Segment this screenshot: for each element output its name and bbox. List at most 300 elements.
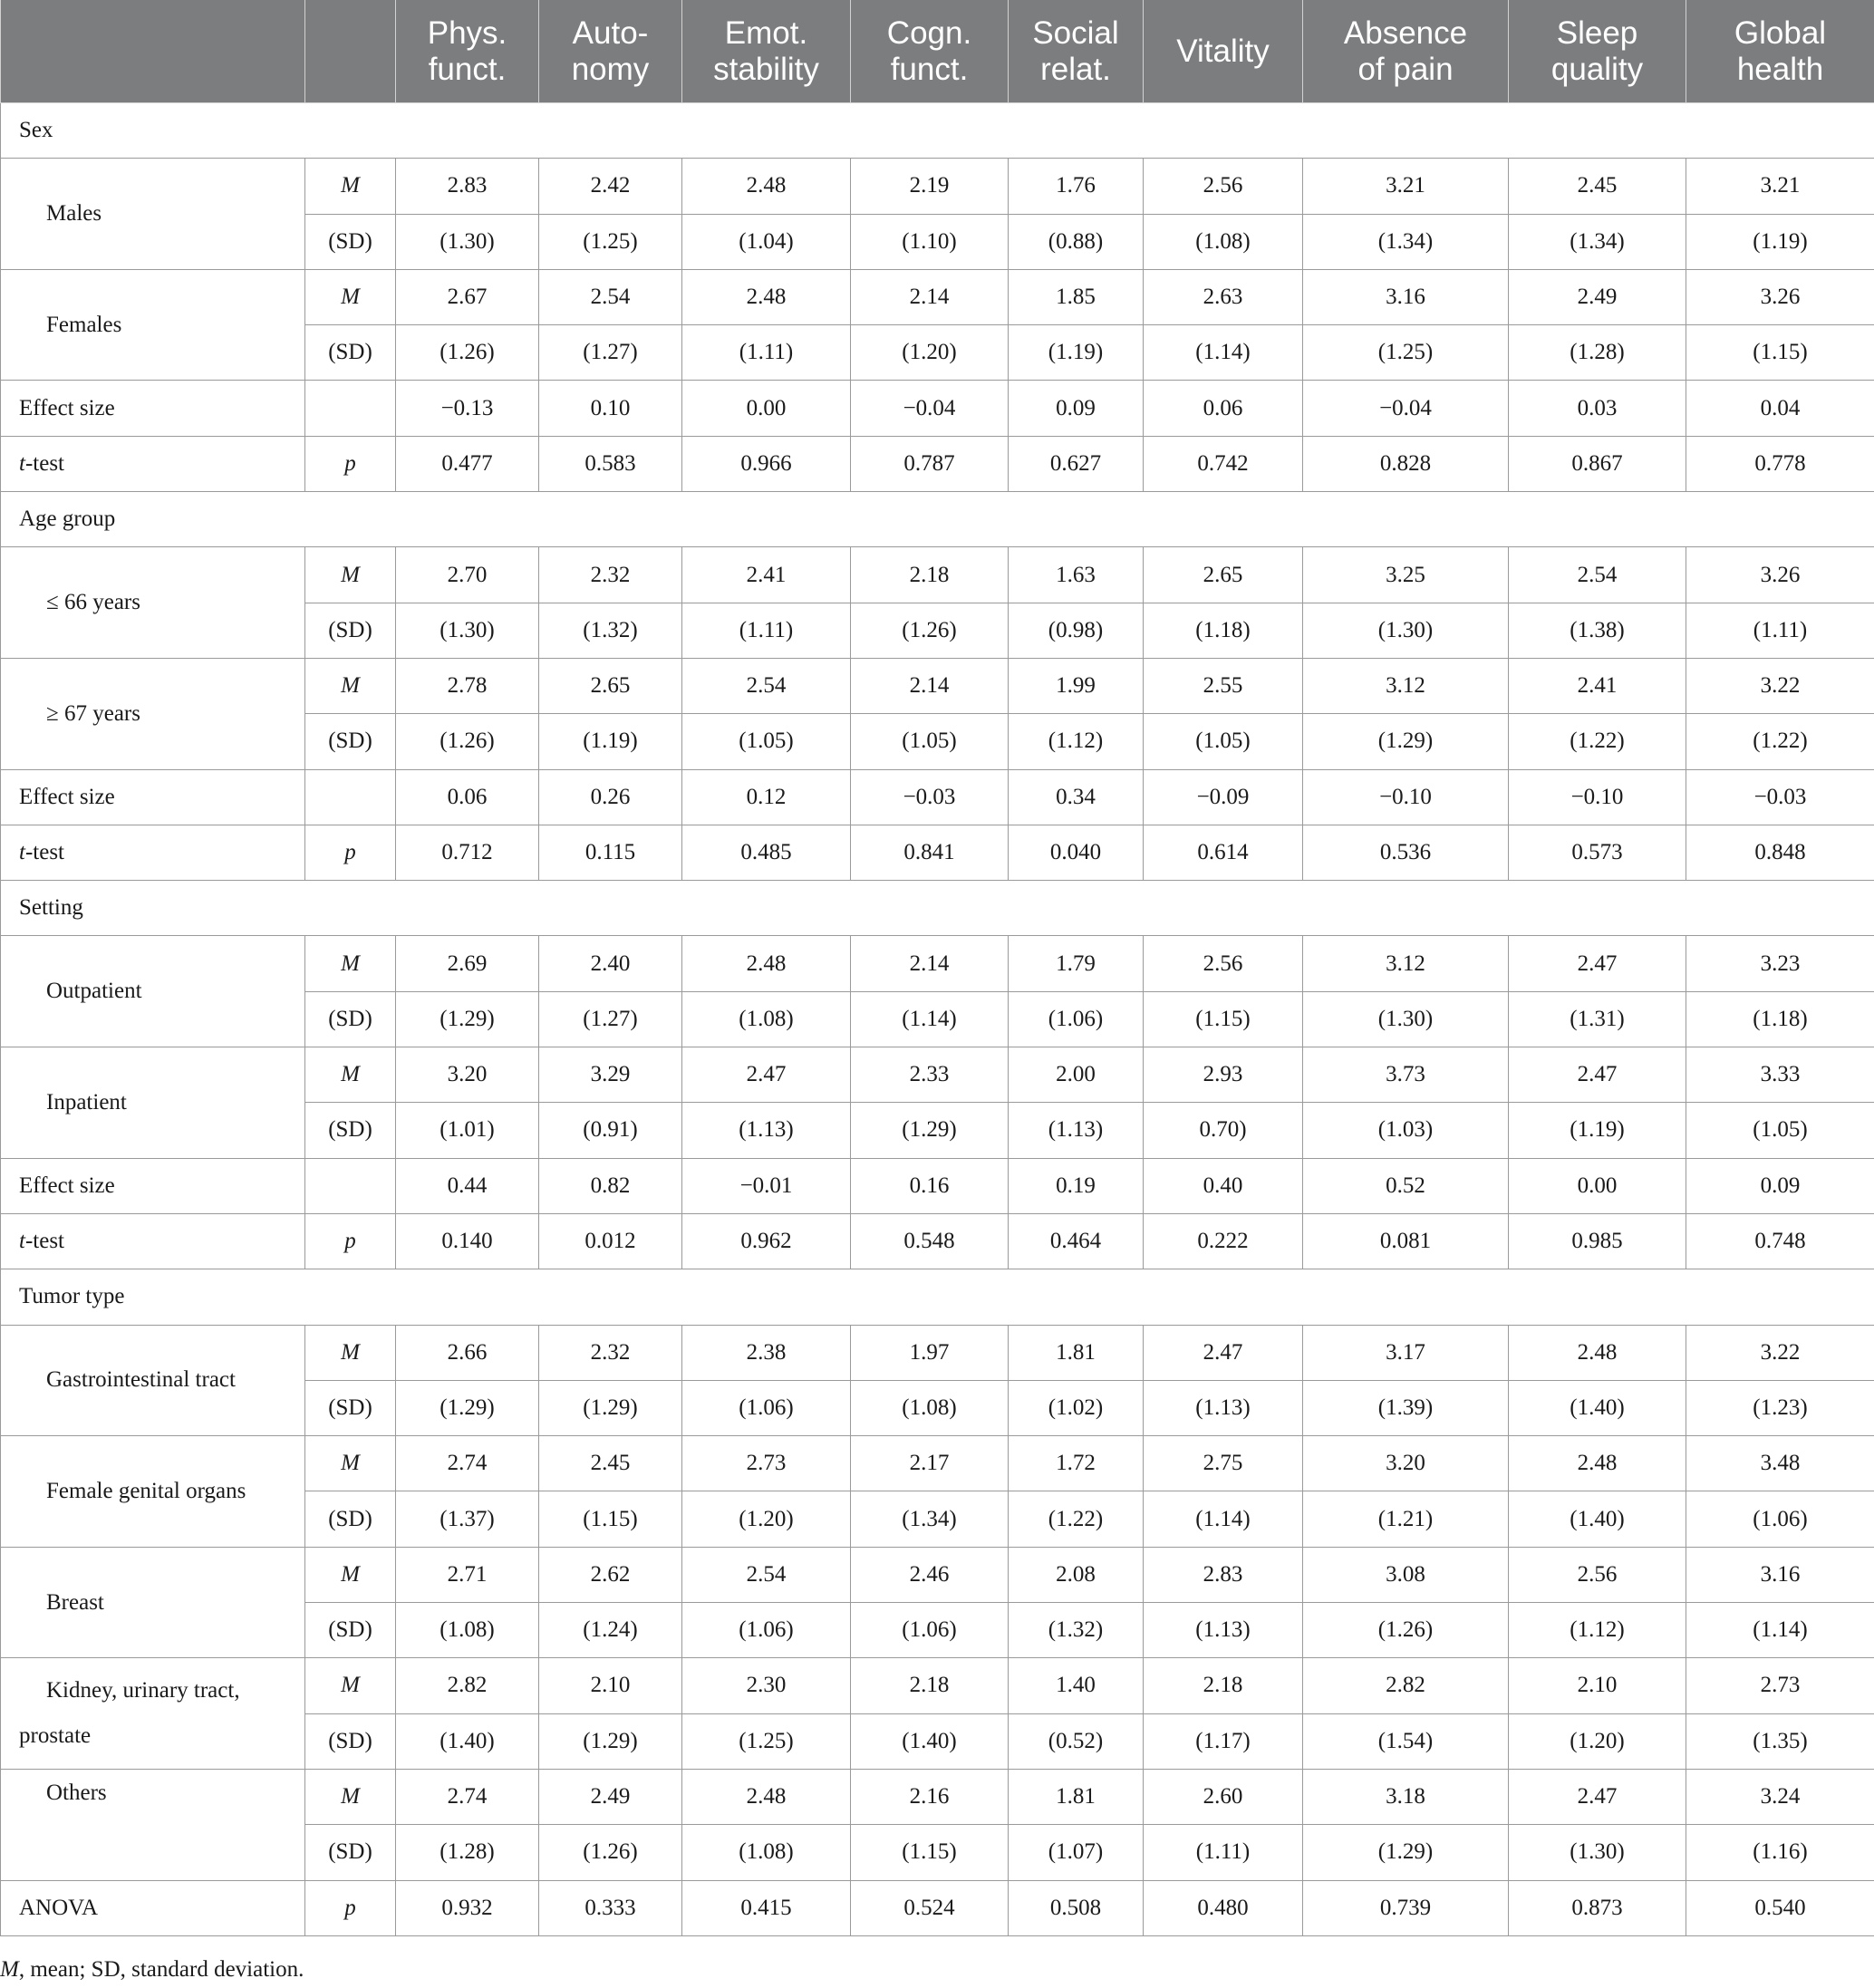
value-cell: (1.29) xyxy=(396,991,539,1047)
footnote-m: M xyxy=(0,1957,19,1982)
stat-label-m: M xyxy=(305,1436,396,1491)
value-cell: (1.05) xyxy=(682,714,851,769)
table-row xyxy=(1,658,1874,713)
value-cell: 2.48 xyxy=(1509,1325,1686,1380)
value-cell: 0.06 xyxy=(1144,381,1303,436)
value-cell: 0.524 xyxy=(851,1880,1009,1935)
group-label: Breast xyxy=(1,1547,305,1658)
value-cell: 2.70 xyxy=(396,547,539,603)
value-cell: 2.55 xyxy=(1144,658,1303,713)
value-cell: (1.15) xyxy=(539,1491,682,1547)
value-cell: 2.49 xyxy=(539,1769,682,1824)
value-cell: 2.54 xyxy=(539,269,682,324)
value-cell: (1.06) xyxy=(1009,991,1144,1047)
test-label xyxy=(1,436,305,491)
value-cell: 2.41 xyxy=(682,547,851,603)
value-cell: 0.333 xyxy=(539,1880,682,1935)
column-header-line: funct. xyxy=(890,51,969,87)
group-label: Inpatient xyxy=(1,1047,305,1159)
value-cell: (1.15) xyxy=(851,1825,1009,1880)
value-cell: 2.83 xyxy=(396,159,539,214)
value-cell: (1.05) xyxy=(1144,714,1303,769)
value-cell: 3.16 xyxy=(1686,1547,1874,1602)
value-cell: (1.22) xyxy=(1686,714,1874,769)
value-cell: 2.47 xyxy=(1144,1325,1303,1380)
value-cell: 0.06 xyxy=(396,769,539,825)
value-cell: (1.04) xyxy=(682,214,851,269)
effect-size-label: Effect size xyxy=(1,1158,305,1213)
value-cell: 2.18 xyxy=(851,547,1009,603)
table-row xyxy=(1,547,1874,603)
value-cell: −0.10 xyxy=(1303,769,1509,825)
value-cell: (1.08) xyxy=(1144,214,1303,269)
effect-size-row xyxy=(1,1158,1874,1213)
value-cell: (1.13) xyxy=(1144,1380,1303,1435)
value-cell: 0.415 xyxy=(682,1880,851,1935)
value-cell: 1.81 xyxy=(1009,1769,1144,1824)
value-cell: 0.867 xyxy=(1509,436,1686,491)
value-cell: 3.26 xyxy=(1686,269,1874,324)
value-cell: 2.19 xyxy=(851,159,1009,214)
column-header xyxy=(1686,0,1874,103)
value-cell: 2.30 xyxy=(682,1658,851,1713)
value-cell: 0.573 xyxy=(1509,825,1686,880)
value-cell: 2.56 xyxy=(1509,1547,1686,1602)
value-cell: 2.73 xyxy=(682,1436,851,1491)
stat-label-p: p xyxy=(305,436,396,491)
value-cell: 0.848 xyxy=(1686,825,1874,880)
column-header-line: Social xyxy=(1032,14,1119,51)
value-cell: (1.27) xyxy=(539,325,682,381)
group-label: Female genital organs xyxy=(1,1436,305,1548)
group-label: Outpatient xyxy=(1,936,305,1047)
value-cell: 2.54 xyxy=(682,658,851,713)
value-cell: 0.09 xyxy=(1686,1158,1874,1213)
value-cell: (1.38) xyxy=(1509,603,1686,658)
test-label-italic: t xyxy=(19,450,25,476)
value-cell: (1.34) xyxy=(1303,214,1509,269)
value-cell: (1.05) xyxy=(1686,1103,1874,1158)
value-cell: 2.42 xyxy=(539,159,682,214)
value-cell: 0.962 xyxy=(682,1213,851,1269)
value-cell: 2.47 xyxy=(1509,1047,1686,1103)
column-header xyxy=(1009,0,1144,103)
stat-label-sd: (SD) xyxy=(305,325,396,381)
test-row xyxy=(1,1880,1874,1935)
column-header xyxy=(1144,0,1303,103)
value-cell: 0.932 xyxy=(396,1880,539,1935)
value-cell: 1.99 xyxy=(1009,658,1144,713)
value-cell: (1.08) xyxy=(682,991,851,1047)
value-cell: (1.40) xyxy=(396,1713,539,1769)
value-cell: 3.26 xyxy=(1686,547,1874,603)
value-cell: 2.10 xyxy=(539,1658,682,1713)
value-cell: (1.06) xyxy=(682,1380,851,1435)
value-cell: 2.14 xyxy=(851,658,1009,713)
value-cell: (1.02) xyxy=(1009,1380,1144,1435)
value-cell: 1.79 xyxy=(1009,936,1144,991)
column-header-line: Vitality xyxy=(1176,33,1270,69)
value-cell: 2.93 xyxy=(1144,1047,1303,1103)
value-cell: 0.70) xyxy=(1144,1103,1303,1158)
value-cell: 3.12 xyxy=(1303,658,1509,713)
stat-label-p: p xyxy=(305,1880,396,1935)
value-cell: (1.19) xyxy=(1009,325,1144,381)
value-cell: (1.34) xyxy=(851,1491,1009,1547)
value-cell: 3.24 xyxy=(1686,1769,1874,1824)
value-cell: 2.82 xyxy=(1303,1658,1509,1713)
value-cell: 2.14 xyxy=(851,936,1009,991)
value-cell: 0.583 xyxy=(539,436,682,491)
column-header xyxy=(851,0,1009,103)
section-title: Sex xyxy=(1,103,1874,159)
column-header-line: Auto- xyxy=(572,14,649,51)
test-label-rest: -test xyxy=(24,450,64,476)
effect-size-stat xyxy=(305,381,396,436)
value-cell: 2.48 xyxy=(682,159,851,214)
value-cell: 2.47 xyxy=(682,1047,851,1103)
stat-label-m: M xyxy=(305,159,396,214)
column-header-line: Sleep xyxy=(1556,14,1638,51)
value-cell: 2.56 xyxy=(1144,936,1303,991)
test-label-italic: t xyxy=(19,840,25,864)
stat-label-m: M xyxy=(305,1769,396,1824)
value-cell: 0.00 xyxy=(1509,1158,1686,1213)
test-label-italic: t xyxy=(19,1229,25,1254)
value-cell: 3.22 xyxy=(1686,658,1874,713)
value-cell: (1.29) xyxy=(539,1713,682,1769)
value-cell: (1.28) xyxy=(396,1825,539,1880)
value-cell: 0.627 xyxy=(1009,436,1144,491)
value-cell: (1.06) xyxy=(851,1603,1009,1658)
value-cell: 0.873 xyxy=(1509,1880,1686,1935)
stat-label-m: M xyxy=(305,1047,396,1103)
stat-label-sd: (SD) xyxy=(305,1491,396,1547)
group-label: Gastrointestinal tract xyxy=(1,1325,305,1436)
value-cell: (1.40) xyxy=(1509,1491,1686,1547)
value-cell: (1.28) xyxy=(1509,325,1686,381)
value-cell: 1.85 xyxy=(1009,269,1144,324)
value-cell: 2.38 xyxy=(682,1325,851,1380)
value-cell: (1.18) xyxy=(1686,991,1874,1047)
value-cell: 2.67 xyxy=(396,269,539,324)
stat-label-sd: (SD) xyxy=(305,1603,396,1658)
table-row xyxy=(1,1658,1874,1713)
value-cell: (1.14) xyxy=(1144,325,1303,381)
value-cell: 2.69 xyxy=(396,936,539,991)
value-cell: 0.09 xyxy=(1009,381,1144,436)
value-cell: (0.52) xyxy=(1009,1713,1144,1769)
value-cell: 0.712 xyxy=(396,825,539,880)
value-cell: (1.26) xyxy=(396,714,539,769)
value-cell: 2.48 xyxy=(1509,1436,1686,1491)
value-cell: (1.18) xyxy=(1144,603,1303,658)
header-blank-cell xyxy=(305,0,396,103)
stat-label-m: M xyxy=(305,1325,396,1380)
header-blank-cell xyxy=(1,0,305,103)
stat-label-m: M xyxy=(305,269,396,324)
column-header-line: of pain xyxy=(1357,51,1454,87)
test-row xyxy=(1,825,1874,880)
value-cell: 2.65 xyxy=(1144,547,1303,603)
value-cell: 0.477 xyxy=(396,436,539,491)
value-cell: (1.07) xyxy=(1009,1825,1144,1880)
column-header-line: relat. xyxy=(1040,51,1111,87)
value-cell: (1.13) xyxy=(682,1103,851,1158)
value-cell: 0.00 xyxy=(682,381,851,436)
value-cell: 2.45 xyxy=(1509,159,1686,214)
value-cell: (1.25) xyxy=(682,1713,851,1769)
value-cell: 3.16 xyxy=(1303,269,1509,324)
value-cell: (1.29) xyxy=(396,1380,539,1435)
value-cell: 0.10 xyxy=(539,381,682,436)
value-cell: 0.464 xyxy=(1009,1213,1144,1269)
value-cell: −0.09 xyxy=(1144,769,1303,825)
value-cell: (1.12) xyxy=(1509,1603,1686,1658)
section-header-row xyxy=(1,103,1874,159)
value-cell: 3.12 xyxy=(1303,936,1509,991)
value-cell: −0.04 xyxy=(851,381,1009,436)
column-header xyxy=(1509,0,1686,103)
value-cell: 2.56 xyxy=(1144,159,1303,214)
group-label: Kidney, urinary tract, prostate xyxy=(1,1658,305,1770)
value-cell: (1.11) xyxy=(1144,1825,1303,1880)
value-cell: 2.63 xyxy=(1144,269,1303,324)
value-cell: (1.26) xyxy=(539,1825,682,1880)
stat-label-sd: (SD) xyxy=(305,1713,396,1769)
test-row xyxy=(1,1213,1874,1269)
value-cell: 2.78 xyxy=(396,658,539,713)
value-cell: (1.35) xyxy=(1686,1713,1874,1769)
column-header-line: Global xyxy=(1734,14,1827,51)
value-cell: (1.14) xyxy=(851,991,1009,1047)
value-cell: (1.25) xyxy=(1303,325,1509,381)
value-cell: (1.24) xyxy=(539,1603,682,1658)
value-cell: (1.32) xyxy=(1009,1603,1144,1658)
value-cell: 2.82 xyxy=(396,1658,539,1713)
value-cell: 2.32 xyxy=(539,1325,682,1380)
value-cell: (1.19) xyxy=(1509,1103,1686,1158)
value-cell: (1.14) xyxy=(1686,1603,1874,1658)
value-cell: (1.34) xyxy=(1509,214,1686,269)
value-cell: (1.22) xyxy=(1009,1491,1144,1547)
value-cell: 3.18 xyxy=(1303,1769,1509,1824)
value-cell: (1.13) xyxy=(1144,1603,1303,1658)
test-row xyxy=(1,436,1874,491)
column-header xyxy=(682,0,851,103)
value-cell: (0.91) xyxy=(539,1103,682,1158)
value-cell: (1.06) xyxy=(1686,1491,1874,1547)
table-footnote xyxy=(0,1957,304,1983)
stat-label-sd: (SD) xyxy=(305,1825,396,1880)
value-cell: 0.040 xyxy=(1009,825,1144,880)
effect-size-row xyxy=(1,769,1874,825)
section-header-row xyxy=(1,881,1874,936)
stat-label-sd: (SD) xyxy=(305,714,396,769)
table-row xyxy=(1,269,1874,324)
value-cell: 3.25 xyxy=(1303,547,1509,603)
footnote-text: , mean; SD, standard deviation. xyxy=(18,1957,304,1982)
value-cell: (1.29) xyxy=(1303,1825,1509,1880)
effect-size-stat xyxy=(305,1158,396,1213)
value-cell: 2.33 xyxy=(851,1047,1009,1103)
value-cell: (1.39) xyxy=(1303,1380,1509,1435)
value-cell: (1.37) xyxy=(396,1491,539,1547)
value-cell: (1.01) xyxy=(396,1103,539,1158)
value-cell: 3.29 xyxy=(539,1047,682,1103)
stat-label-m: M xyxy=(305,547,396,603)
value-cell: 3.20 xyxy=(396,1047,539,1103)
table-row xyxy=(1,1547,1874,1602)
column-header-line: Absence xyxy=(1343,14,1468,51)
value-cell: 3.21 xyxy=(1686,159,1874,214)
section-title: Setting xyxy=(1,881,1874,936)
value-cell: 2.83 xyxy=(1144,1547,1303,1602)
value-cell: 2.41 xyxy=(1509,658,1686,713)
value-cell: (1.29) xyxy=(1303,714,1509,769)
value-cell: 2.66 xyxy=(396,1325,539,1380)
value-cell: (1.15) xyxy=(1144,991,1303,1047)
value-cell: (1.06) xyxy=(682,1603,851,1658)
value-cell: 3.17 xyxy=(1303,1325,1509,1380)
effect-size-label: Effect size xyxy=(1,769,305,825)
value-cell: (1.16) xyxy=(1686,1825,1874,1880)
column-header-line: quality xyxy=(1550,51,1644,87)
value-cell: 0.540 xyxy=(1686,1880,1874,1935)
value-cell: −0.04 xyxy=(1303,381,1509,436)
stat-label-m: M xyxy=(305,658,396,713)
value-cell: 2.08 xyxy=(1009,1547,1144,1602)
section-header-row xyxy=(1,492,1874,547)
value-cell: 3.48 xyxy=(1686,1436,1874,1491)
value-cell: 3.08 xyxy=(1303,1547,1509,1602)
group-label: Others xyxy=(1,1769,305,1880)
value-cell: 2.00 xyxy=(1009,1047,1144,1103)
value-cell: 0.26 xyxy=(539,769,682,825)
value-cell: (1.21) xyxy=(1303,1491,1509,1547)
value-cell: 3.23 xyxy=(1686,936,1874,991)
value-cell: (1.26) xyxy=(1303,1603,1509,1658)
value-cell: 3.73 xyxy=(1303,1047,1509,1103)
column-header xyxy=(396,0,539,103)
value-cell: 0.012 xyxy=(539,1213,682,1269)
value-cell: 0.04 xyxy=(1686,381,1874,436)
column-header xyxy=(1303,0,1509,103)
value-cell: (1.30) xyxy=(1303,991,1509,1047)
value-cell: 1.76 xyxy=(1009,159,1144,214)
value-cell: (1.26) xyxy=(396,325,539,381)
effect-size-stat xyxy=(305,769,396,825)
section-title: Tumor type xyxy=(1,1269,1874,1325)
group-label: Males xyxy=(1,159,305,270)
value-cell: (1.20) xyxy=(1509,1713,1686,1769)
value-cell: 0.52 xyxy=(1303,1158,1509,1213)
value-cell: 2.18 xyxy=(1144,1658,1303,1713)
value-cell: (1.11) xyxy=(1686,603,1874,658)
value-cell: 2.16 xyxy=(851,1769,1009,1824)
value-cell: 0.485 xyxy=(682,825,851,880)
section-title: Age group xyxy=(1,492,1874,547)
stat-label-sd: (SD) xyxy=(305,1103,396,1158)
value-cell: (1.12) xyxy=(1009,714,1144,769)
stat-label-sd: (SD) xyxy=(305,1380,396,1435)
value-cell: 0.82 xyxy=(539,1158,682,1213)
value-cell: 0.614 xyxy=(1144,825,1303,880)
column-header-line: Phys. xyxy=(427,14,507,51)
value-cell: 0.081 xyxy=(1303,1213,1509,1269)
column-header-line: Emot. xyxy=(724,14,808,51)
column-header-line: funct. xyxy=(428,51,507,87)
value-cell: 0.115 xyxy=(539,825,682,880)
value-cell: 0.140 xyxy=(396,1213,539,1269)
test-label xyxy=(1,825,305,880)
value-cell: 0.16 xyxy=(851,1158,1009,1213)
value-cell: 0.739 xyxy=(1303,1880,1509,1935)
value-cell: 0.985 xyxy=(1509,1213,1686,1269)
effect-size-row xyxy=(1,381,1874,436)
value-cell: 0.222 xyxy=(1144,1213,1303,1269)
value-cell: 0.44 xyxy=(396,1158,539,1213)
stat-label-p: p xyxy=(305,825,396,880)
value-cell: −0.10 xyxy=(1509,769,1686,825)
value-cell: (1.25) xyxy=(539,214,682,269)
value-cell: 2.62 xyxy=(539,1547,682,1602)
value-cell: 0.03 xyxy=(1509,381,1686,436)
value-cell: (1.11) xyxy=(682,603,851,658)
value-cell: 2.10 xyxy=(1509,1658,1686,1713)
table-row xyxy=(1,159,1874,214)
column-header-line: health xyxy=(1736,51,1824,87)
value-cell: (1.26) xyxy=(851,603,1009,658)
value-cell: 0.34 xyxy=(1009,769,1144,825)
value-cell: 1.40 xyxy=(1009,1658,1144,1713)
value-cell: (1.29) xyxy=(539,1380,682,1435)
value-cell: 1.72 xyxy=(1009,1436,1144,1491)
value-cell: (1.05) xyxy=(851,714,1009,769)
value-cell: (1.30) xyxy=(396,214,539,269)
value-cell: (1.23) xyxy=(1686,1380,1874,1435)
value-cell: 0.12 xyxy=(682,769,851,825)
value-cell: (1.17) xyxy=(1144,1713,1303,1769)
value-cell: 3.20 xyxy=(1303,1436,1509,1491)
value-cell: (1.08) xyxy=(396,1603,539,1658)
value-cell: −0.03 xyxy=(1686,769,1874,825)
section-header-row xyxy=(1,1269,1874,1325)
value-cell: 2.45 xyxy=(539,1436,682,1491)
test-label-rest: -test xyxy=(24,840,64,864)
value-cell: 1.63 xyxy=(1009,547,1144,603)
value-cell: (1.30) xyxy=(396,603,539,658)
value-cell: 0.742 xyxy=(1144,436,1303,491)
value-cell: (1.20) xyxy=(682,1491,851,1547)
value-cell: 2.49 xyxy=(1509,269,1686,324)
value-cell: 2.74 xyxy=(396,1436,539,1491)
value-cell: (1.19) xyxy=(539,714,682,769)
table-row xyxy=(1,1436,1874,1491)
value-cell: 2.17 xyxy=(851,1436,1009,1491)
value-cell: (0.98) xyxy=(1009,603,1144,658)
value-cell: (1.11) xyxy=(682,325,851,381)
value-cell: 0.778 xyxy=(1686,436,1874,491)
stat-label-sd: (SD) xyxy=(305,214,396,269)
stat-label-m: M xyxy=(305,936,396,991)
value-cell: (1.40) xyxy=(851,1713,1009,1769)
table-row xyxy=(1,1769,1874,1824)
value-cell: (1.40) xyxy=(1509,1380,1686,1435)
value-cell: (1.14) xyxy=(1144,1491,1303,1547)
value-cell: (1.19) xyxy=(1686,214,1874,269)
value-cell: (1.13) xyxy=(1009,1103,1144,1158)
